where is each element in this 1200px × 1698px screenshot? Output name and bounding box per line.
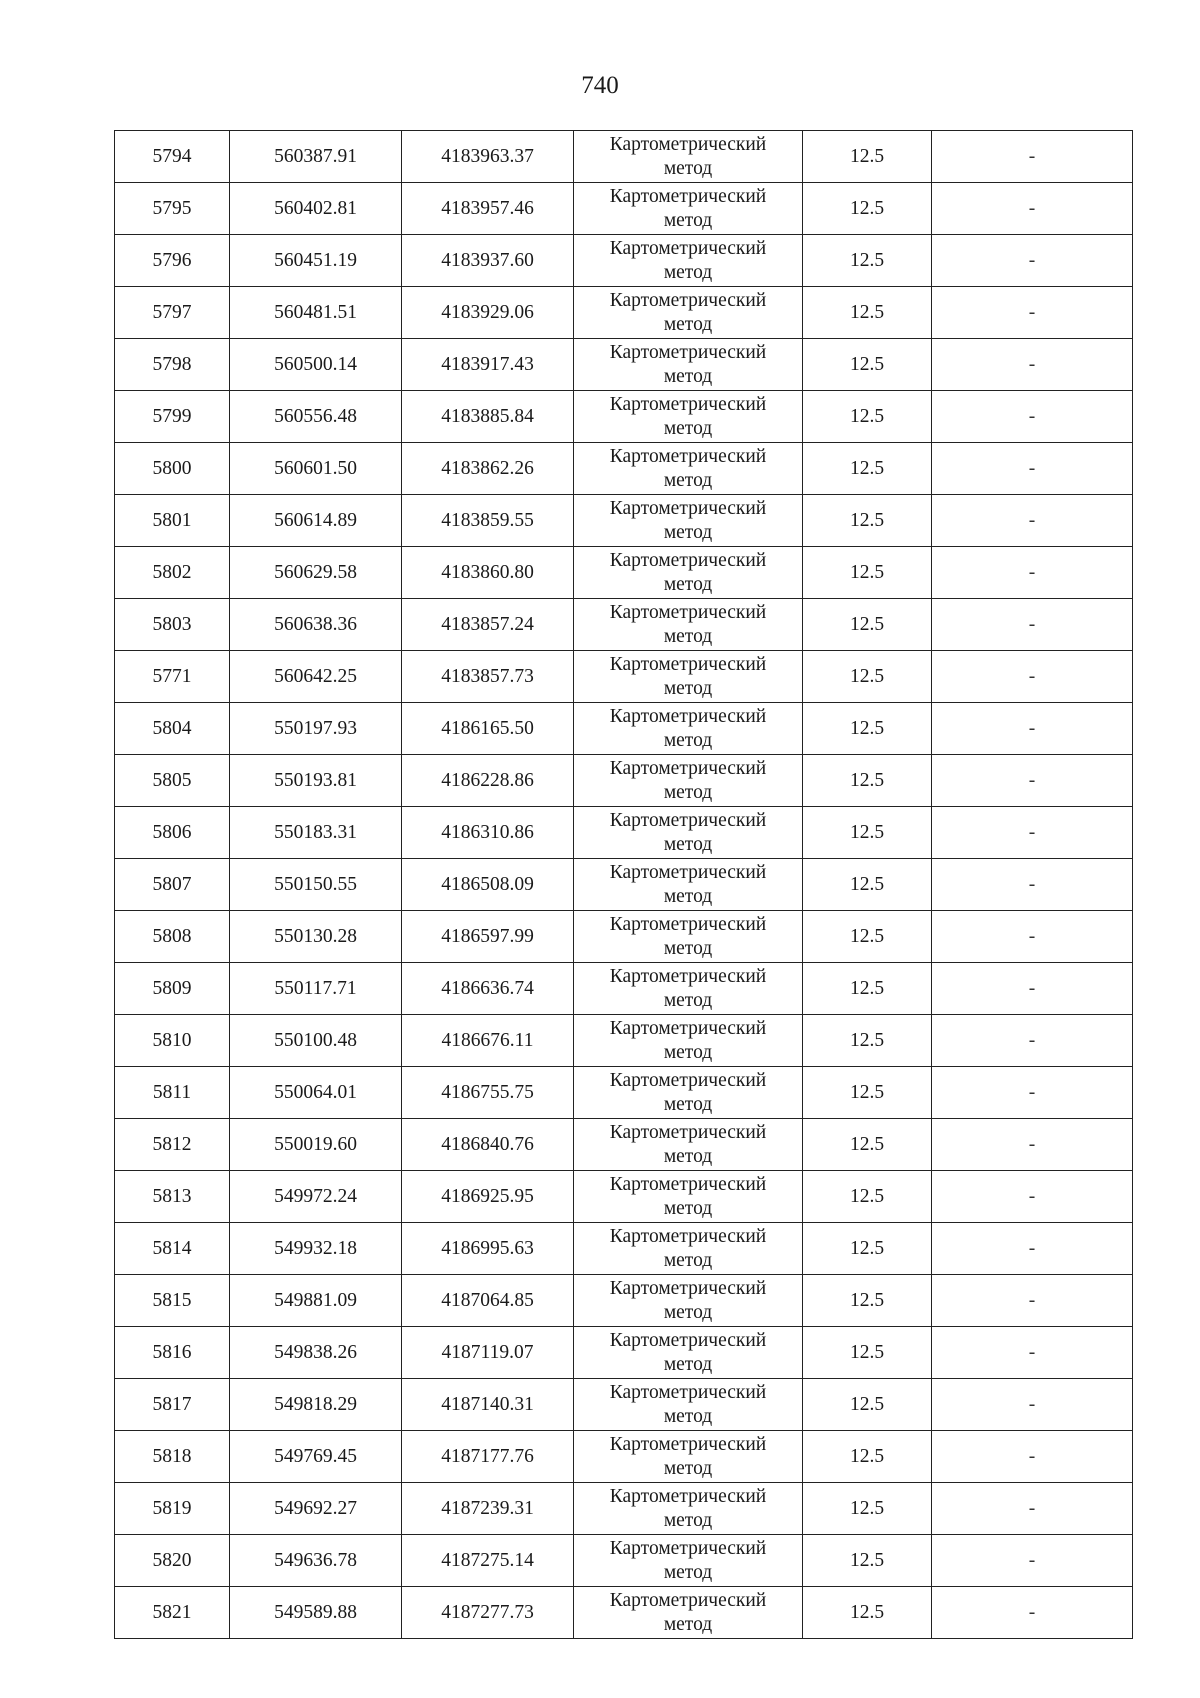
note-cell: - <box>932 1431 1133 1483</box>
table-row <box>115 1535 1133 1587</box>
x-coordinate-cell: 560614.89 <box>230 495 402 547</box>
accuracy-cell: 12.5 <box>803 1587 932 1639</box>
method-cell <box>574 1535 803 1587</box>
accuracy-cell: 12.5 <box>803 1119 932 1171</box>
x-coordinate-cell: 549881.09 <box>230 1275 402 1327</box>
method-line-2: метод <box>663 573 713 595</box>
method-line-2: метод <box>663 157 713 179</box>
point-number-cell: 5812 <box>115 1119 230 1171</box>
method-cell <box>574 495 803 547</box>
x-coordinate-cell: 550019.60 <box>230 1119 402 1171</box>
method-line-1: Картометрический <box>609 341 767 363</box>
method-cell <box>574 911 803 963</box>
table-row <box>115 547 1133 599</box>
note-cell: - <box>932 651 1133 703</box>
x-coordinate-cell: 550130.28 <box>230 911 402 963</box>
note-cell: - <box>932 1171 1133 1223</box>
y-coordinate-cell: 4183917.43 <box>402 339 574 391</box>
method-cell <box>574 755 803 807</box>
table-row <box>115 859 1133 911</box>
method-cell <box>574 1015 803 1067</box>
accuracy-cell: 12.5 <box>803 131 932 183</box>
method-line-1: Картометрический <box>609 1017 767 1039</box>
y-coordinate-cell: 4186636.74 <box>402 963 574 1015</box>
accuracy-cell: 12.5 <box>803 1535 932 1587</box>
point-number-cell: 5806 <box>115 807 230 859</box>
y-coordinate-cell: 4187277.73 <box>402 1587 574 1639</box>
accuracy-cell: 12.5 <box>803 1275 932 1327</box>
accuracy-cell: 12.5 <box>803 339 932 391</box>
table-row <box>115 1327 1133 1379</box>
accuracy-cell: 12.5 <box>803 547 932 599</box>
y-coordinate-cell: 4186597.99 <box>402 911 574 963</box>
x-coordinate-cell: 549932.18 <box>230 1223 402 1275</box>
x-coordinate-cell: 549972.24 <box>230 1171 402 1223</box>
point-number-cell: 5814 <box>115 1223 230 1275</box>
accuracy-cell: 12.5 <box>803 391 932 443</box>
point-number-cell: 5801 <box>115 495 230 547</box>
x-coordinate-cell: 560642.25 <box>230 651 402 703</box>
x-coordinate-cell: 550183.31 <box>230 807 402 859</box>
x-coordinate-cell: 560601.50 <box>230 443 402 495</box>
y-coordinate-cell: 4183860.80 <box>402 547 574 599</box>
accuracy-cell: 12.5 <box>803 911 932 963</box>
method-cell <box>574 1327 803 1379</box>
note-cell: - <box>932 1223 1133 1275</box>
x-coordinate-cell: 549769.45 <box>230 1431 402 1483</box>
method-line-1: Картометрический <box>609 497 767 519</box>
table-row <box>115 1119 1133 1171</box>
point-number-cell: 5815 <box>115 1275 230 1327</box>
x-coordinate-cell: 550100.48 <box>230 1015 402 1067</box>
method-line-2: метод <box>663 1041 713 1063</box>
method-line-1: Картометрический <box>609 237 767 259</box>
method-cell <box>574 287 803 339</box>
x-coordinate-cell: 550150.55 <box>230 859 402 911</box>
method-line-1: Картометрический <box>609 1433 767 1455</box>
x-coordinate-cell: 560629.58 <box>230 547 402 599</box>
method-line-1: Картометрический <box>609 1277 767 1299</box>
method-line-2: метод <box>663 1457 713 1479</box>
page-number: 740 <box>581 72 619 99</box>
note-cell: - <box>932 391 1133 443</box>
method-cell <box>574 339 803 391</box>
method-cell <box>574 1275 803 1327</box>
point-number-cell: 5802 <box>115 547 230 599</box>
table-row <box>115 339 1133 391</box>
point-number-cell: 5807 <box>115 859 230 911</box>
method-line-1: Картометрический <box>609 1121 767 1143</box>
method-cell <box>574 1431 803 1483</box>
method-cell <box>574 1379 803 1431</box>
method-cell <box>574 443 803 495</box>
note-cell: - <box>932 287 1133 339</box>
method-cell <box>574 807 803 859</box>
method-cell <box>574 131 803 183</box>
method-line-2: метод <box>663 261 713 283</box>
method-line-1: Картометрический <box>609 549 767 571</box>
table-row <box>115 963 1133 1015</box>
accuracy-cell: 12.5 <box>803 963 932 1015</box>
method-line-2: метод <box>663 989 713 1011</box>
note-cell: - <box>932 911 1133 963</box>
table-row <box>115 1275 1133 1327</box>
method-cell <box>574 1171 803 1223</box>
point-number-cell: 5797 <box>115 287 230 339</box>
method-line-2: метод <box>663 677 713 699</box>
point-number-cell: 5800 <box>115 443 230 495</box>
accuracy-cell: 12.5 <box>803 1327 932 1379</box>
method-line-1: Картометрический <box>609 861 767 883</box>
point-number-cell: 5818 <box>115 1431 230 1483</box>
note-cell: - <box>932 443 1133 495</box>
accuracy-cell: 12.5 <box>803 1223 932 1275</box>
coordinates-table <box>114 130 1133 1639</box>
point-number-cell: 5798 <box>115 339 230 391</box>
note-cell: - <box>932 755 1133 807</box>
accuracy-cell: 12.5 <box>803 495 932 547</box>
note-cell: - <box>932 1327 1133 1379</box>
method-cell <box>574 859 803 911</box>
note-cell: - <box>932 183 1133 235</box>
point-number-cell: 5809 <box>115 963 230 1015</box>
method-line-2: метод <box>663 885 713 907</box>
accuracy-cell: 12.5 <box>803 1015 932 1067</box>
y-coordinate-cell: 4186165.50 <box>402 703 574 755</box>
x-coordinate-cell: 550117.71 <box>230 963 402 1015</box>
method-line-2: метод <box>663 1249 713 1271</box>
method-line-1: Картометрический <box>609 601 767 623</box>
accuracy-cell: 12.5 <box>803 1379 932 1431</box>
point-number-cell: 5821 <box>115 1587 230 1639</box>
y-coordinate-cell: 4187119.07 <box>402 1327 574 1379</box>
table-row <box>115 131 1133 183</box>
note-cell: - <box>932 235 1133 287</box>
accuracy-cell: 12.5 <box>803 755 932 807</box>
point-number-cell: 5796 <box>115 235 230 287</box>
method-cell <box>574 703 803 755</box>
x-coordinate-cell: 550193.81 <box>230 755 402 807</box>
method-line-1: Картометрический <box>609 185 767 207</box>
method-line-1: Картометрический <box>609 289 767 311</box>
method-line-2: метод <box>663 1353 713 1375</box>
method-line-2: метод <box>663 1613 713 1635</box>
method-cell <box>574 1119 803 1171</box>
method-line-1: Картометрический <box>609 705 767 727</box>
accuracy-cell: 12.5 <box>803 807 932 859</box>
note-cell: - <box>932 1015 1133 1067</box>
table-row <box>115 1431 1133 1483</box>
point-number-cell: 5804 <box>115 703 230 755</box>
method-line-1: Картометрический <box>609 809 767 831</box>
y-coordinate-cell: 4183859.55 <box>402 495 574 547</box>
y-coordinate-cell: 4187275.14 <box>402 1535 574 1587</box>
table-row <box>115 443 1133 495</box>
method-line-2: метод <box>663 209 713 231</box>
x-coordinate-cell: 549589.88 <box>230 1587 402 1639</box>
method-cell <box>574 183 803 235</box>
method-cell <box>574 1587 803 1639</box>
note-cell: - <box>932 963 1133 1015</box>
method-line-1: Картометрический <box>609 757 767 779</box>
method-line-1: Картометрический <box>609 1225 767 1247</box>
x-coordinate-cell: 550197.93 <box>230 703 402 755</box>
table-row <box>115 651 1133 703</box>
method-cell <box>574 963 803 1015</box>
method-line-2: метод <box>663 1145 713 1167</box>
y-coordinate-cell: 4186228.86 <box>402 755 574 807</box>
accuracy-cell: 12.5 <box>803 703 932 755</box>
point-number-cell: 5816 <box>115 1327 230 1379</box>
table-row <box>115 1587 1133 1639</box>
y-coordinate-cell: 4183857.73 <box>402 651 574 703</box>
y-coordinate-cell: 4183957.46 <box>402 183 574 235</box>
method-line-2: метод <box>663 1509 713 1531</box>
note-cell: - <box>932 703 1133 755</box>
table-row <box>115 1171 1133 1223</box>
table-row <box>115 1223 1133 1275</box>
accuracy-cell: 12.5 <box>803 599 932 651</box>
point-number-cell: 5794 <box>115 131 230 183</box>
x-coordinate-cell: 560451.19 <box>230 235 402 287</box>
x-coordinate-cell: 549636.78 <box>230 1535 402 1587</box>
y-coordinate-cell: 4187064.85 <box>402 1275 574 1327</box>
method-line-1: Картометрический <box>609 1069 767 1091</box>
accuracy-cell: 12.5 <box>803 443 932 495</box>
method-line-2: метод <box>663 417 713 439</box>
table-row <box>115 183 1133 235</box>
table-row <box>115 1015 1133 1067</box>
x-coordinate-cell: 560387.91 <box>230 131 402 183</box>
y-coordinate-cell: 4183862.26 <box>402 443 574 495</box>
accuracy-cell: 12.5 <box>803 1067 932 1119</box>
method-line-1: Картометрический <box>609 1173 767 1195</box>
y-coordinate-cell: 4186840.76 <box>402 1119 574 1171</box>
y-coordinate-cell: 4183963.37 <box>402 131 574 183</box>
x-coordinate-cell: 550064.01 <box>230 1067 402 1119</box>
table-row <box>115 1379 1133 1431</box>
y-coordinate-cell: 4186925.95 <box>402 1171 574 1223</box>
method-cell <box>574 1483 803 1535</box>
y-coordinate-cell: 4183857.24 <box>402 599 574 651</box>
method-line-1: Картометрический <box>609 913 767 935</box>
accuracy-cell: 12.5 <box>803 1431 932 1483</box>
point-number-cell: 5808 <box>115 911 230 963</box>
point-number-cell: 5811 <box>115 1067 230 1119</box>
method-line-2: метод <box>663 937 713 959</box>
accuracy-cell: 12.5 <box>803 1483 932 1535</box>
method-line-2: метод <box>663 1093 713 1115</box>
y-coordinate-cell: 4183929.06 <box>402 287 574 339</box>
note-cell: - <box>932 339 1133 391</box>
method-line-2: метод <box>663 1301 713 1323</box>
method-line-1: Картометрический <box>609 1589 767 1611</box>
note-cell: - <box>932 1275 1133 1327</box>
table-row <box>115 755 1133 807</box>
table-row <box>115 1067 1133 1119</box>
table-row <box>115 495 1133 547</box>
method-line-1: Картометрический <box>609 653 767 675</box>
note-cell: - <box>932 131 1133 183</box>
method-line-2: метод <box>663 1561 713 1583</box>
y-coordinate-cell: 4186676.11 <box>402 1015 574 1067</box>
note-cell: - <box>932 1379 1133 1431</box>
method-line-1: Картометрический <box>609 1537 767 1559</box>
method-line-2: метод <box>663 625 713 647</box>
note-cell: - <box>932 1119 1133 1171</box>
point-number-cell: 5805 <box>115 755 230 807</box>
method-line-1: Картометрический <box>609 1329 767 1351</box>
point-number-cell: 5810 <box>115 1015 230 1067</box>
method-cell <box>574 235 803 287</box>
accuracy-cell: 12.5 <box>803 1171 932 1223</box>
method-cell <box>574 1067 803 1119</box>
table-row <box>115 911 1133 963</box>
x-coordinate-cell: 560556.48 <box>230 391 402 443</box>
method-line-1: Картометрический <box>609 445 767 467</box>
note-cell: - <box>932 495 1133 547</box>
y-coordinate-cell: 4187239.31 <box>402 1483 574 1535</box>
point-number-cell: 5795 <box>115 183 230 235</box>
method-line-2: метод <box>663 1405 713 1427</box>
method-line-1: Картометрический <box>609 965 767 987</box>
x-coordinate-cell: 560481.51 <box>230 287 402 339</box>
note-cell: - <box>932 547 1133 599</box>
x-coordinate-cell: 549818.29 <box>230 1379 402 1431</box>
method-line-2: метод <box>663 781 713 803</box>
x-coordinate-cell: 549838.26 <box>230 1327 402 1379</box>
point-number-cell: 5771 <box>115 651 230 703</box>
y-coordinate-cell: 4187177.76 <box>402 1431 574 1483</box>
point-number-cell: 5803 <box>115 599 230 651</box>
point-number-cell: 5819 <box>115 1483 230 1535</box>
table-row <box>115 391 1133 443</box>
method-cell <box>574 391 803 443</box>
method-line-2: метод <box>663 833 713 855</box>
note-cell: - <box>932 1535 1133 1587</box>
table-row <box>115 703 1133 755</box>
point-number-cell: 5813 <box>115 1171 230 1223</box>
method-line-2: метод <box>663 1197 713 1219</box>
table-row <box>115 807 1133 859</box>
accuracy-cell: 12.5 <box>803 183 932 235</box>
point-number-cell: 5820 <box>115 1535 230 1587</box>
accuracy-cell: 12.5 <box>803 287 932 339</box>
point-number-cell: 5817 <box>115 1379 230 1431</box>
method-cell <box>574 547 803 599</box>
method-cell <box>574 599 803 651</box>
note-cell: - <box>932 859 1133 911</box>
method-line-1: Картометрический <box>609 1381 767 1403</box>
y-coordinate-cell: 4186755.75 <box>402 1067 574 1119</box>
note-cell: - <box>932 1067 1133 1119</box>
table-row <box>115 1483 1133 1535</box>
y-coordinate-cell: 4186310.86 <box>402 807 574 859</box>
table-row <box>115 599 1133 651</box>
x-coordinate-cell: 560402.81 <box>230 183 402 235</box>
method-cell <box>574 1223 803 1275</box>
note-cell: - <box>932 807 1133 859</box>
coordinates-table-body <box>115 131 1133 1639</box>
table-row <box>115 235 1133 287</box>
accuracy-cell: 12.5 <box>803 235 932 287</box>
y-coordinate-cell: 4186508.09 <box>402 859 574 911</box>
point-number-cell: 5799 <box>115 391 230 443</box>
y-coordinate-cell: 4186995.63 <box>402 1223 574 1275</box>
x-coordinate-cell: 560638.36 <box>230 599 402 651</box>
method-line-2: метод <box>663 729 713 751</box>
accuracy-cell: 12.5 <box>803 651 932 703</box>
method-line-1: Картометрический <box>609 393 767 415</box>
method-line-2: метод <box>663 521 713 543</box>
accuracy-cell: 12.5 <box>803 859 932 911</box>
x-coordinate-cell: 560500.14 <box>230 339 402 391</box>
y-coordinate-cell: 4183937.60 <box>402 235 574 287</box>
x-coordinate-cell: 549692.27 <box>230 1483 402 1535</box>
method-line-2: метод <box>663 313 713 335</box>
note-cell: - <box>932 599 1133 651</box>
note-cell: - <box>932 1483 1133 1535</box>
y-coordinate-cell: 4183885.84 <box>402 391 574 443</box>
method-cell <box>574 651 803 703</box>
table-row <box>115 287 1133 339</box>
method-line-1: Картометрический <box>609 133 767 155</box>
note-cell: - <box>932 1587 1133 1639</box>
y-coordinate-cell: 4187140.31 <box>402 1379 574 1431</box>
method-line-1: Картометрический <box>609 1485 767 1507</box>
method-line-2: метод <box>663 365 713 387</box>
method-line-2: метод <box>663 469 713 491</box>
